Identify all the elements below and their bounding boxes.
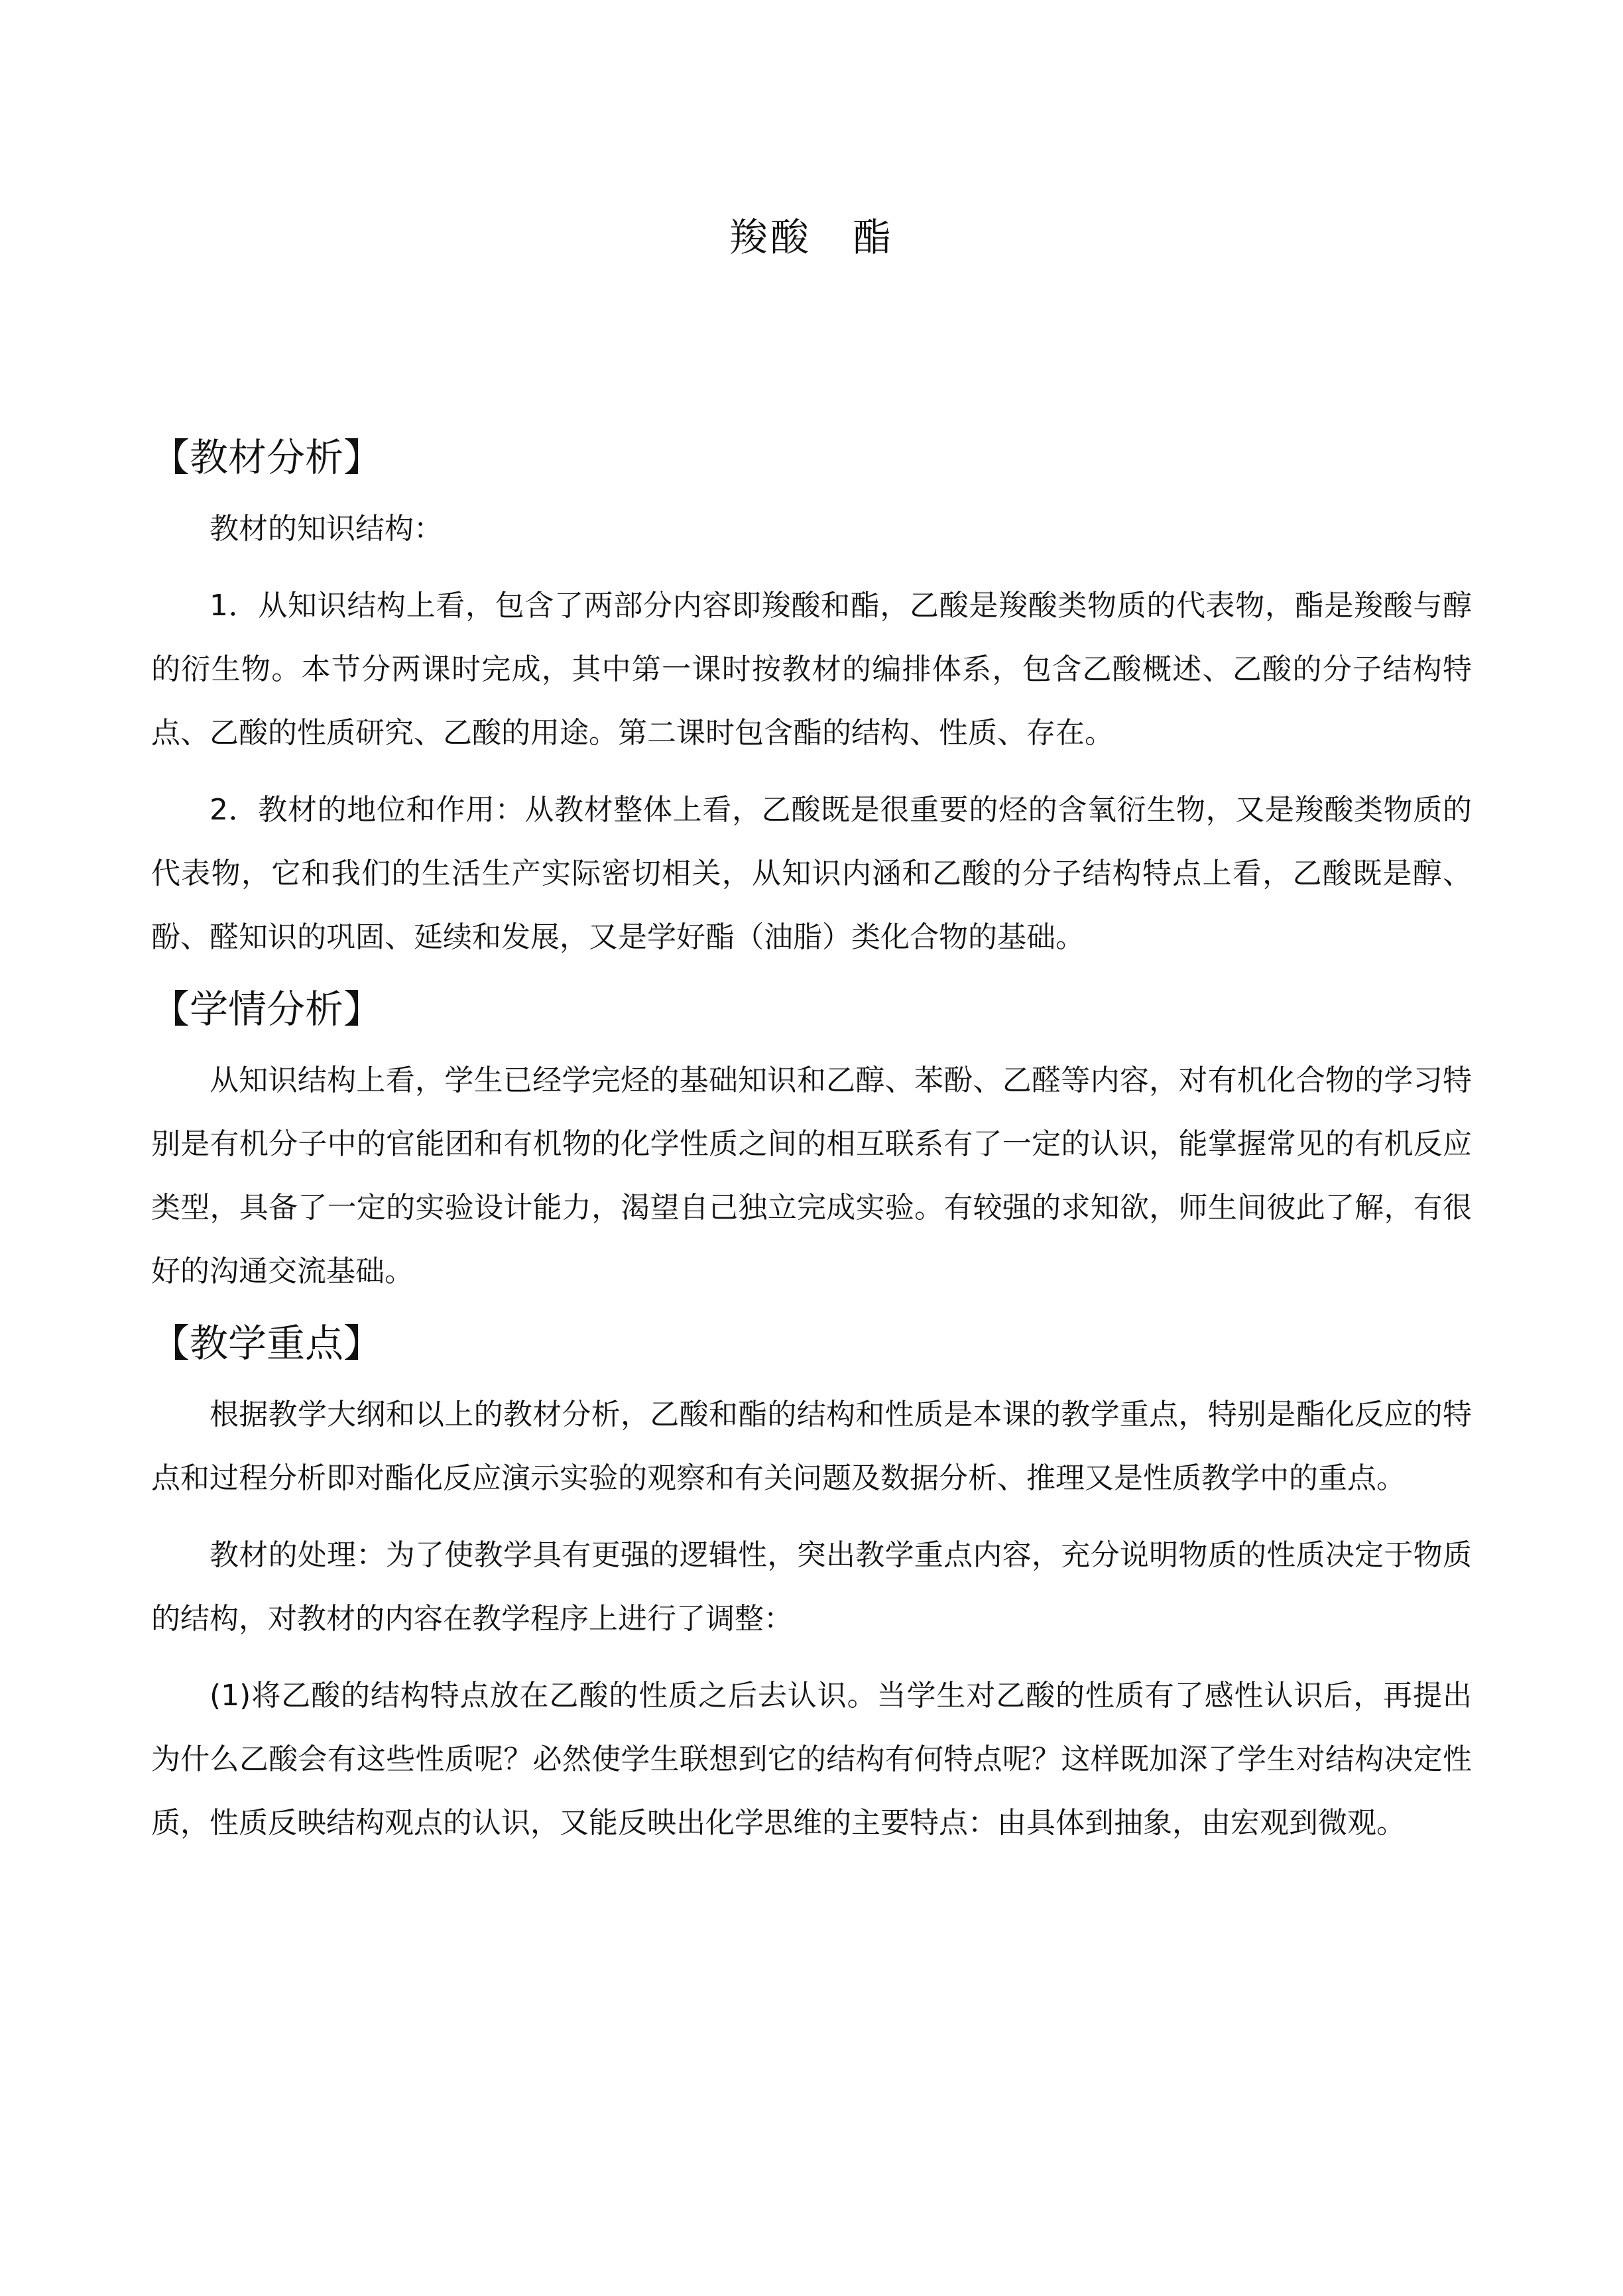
paragraph-textbook-role-2: 2．教材的地位和作用：从教材整体上看，乙酸既是很重要的烃的含氧衍生物，又是羧酸类物质的代表物，它和我们的生活生产实际密切相关，从知识内涵和乙酸的分子结构特点上看，乙酸既是醇、酚、醛知识的巩固、延续和发展，又是学好酯（油脂）类化合物的基础。 <box>151 793 1472 954</box>
page-title: 羧酸 酯 <box>729 215 894 260</box>
paragraph-adjustment-1: (1)将乙酸的结构特点放在乙酸的性质之后去认识。当学生对乙酸的性质有了感性认识后，再提出为什么乙酸会有这些性质呢？必然使学生联想到它的结构有何特点呢？这样既加深了学生对结构决定性质，性质反映结构观点的认识，又能反映出化学思维的主要特点：由具体到抽象，由宏观到微观。 <box>151 1679 1472 1840</box>
paragraph-textbook-handling: 教材的处理：为了使教学具有更强的逻辑性，突出教学重点内容，充分说明物质的性质决定于物质的结构，对教材的内容在教学程序上进行了调整： <box>151 1538 1472 1636</box>
paragraph-knowledge-structure-1: 1．从知识结构上看，包含了两部分内容即羧酸和酯，乙酸是羧酸类物质的代表物，酯是羧酸与醇的衍生物。本节分两课时完成，其中第一课时按教材的编排体系，包含乙酸概述、乙酸的分子结构特点、乙酸的性质研究、乙酸的用途。第二课时包含酯的结构、性质、存在。 <box>151 589 1472 750</box>
section-heading-student-analysis: 【学情分析】 <box>151 987 383 1032</box>
paragraph-knowledge-structure-intro: 教材的知识结构： <box>210 512 443 546</box>
paragraph-student-analysis: 从知识结构上看，学生已经学完烃的基础知识和乙醇、苯酚、乙醛等内容，对有机化合物的学习特别是有机分子中的官能团和有机物的化学性质之间的相互联系有了一定的认识，能掌握常见的有机反应类型，具备了一定的实验设计能力，渴望自己独立完成实验。有较强的求知欲，师生间彼此了解，有很好的沟通交流基础。 <box>151 1063 1472 1288</box>
section-heading-textbook-analysis: 【教材分析】 <box>151 435 383 480</box>
paragraph-teaching-focus: 根据教学大纲和以上的教材分析，乙酸和酯的结构和性质是本课的教学重点，特别是酯化反应的特点和过程分析即对酯化反应演示实验的观察和有关问题及数据分析、推理又是性质教学中的重点。 <box>151 1398 1472 1495</box>
document-body <box>151 431 1472 1855</box>
section-heading-teaching-focus: 【教学重点】 <box>151 1321 383 1366</box>
